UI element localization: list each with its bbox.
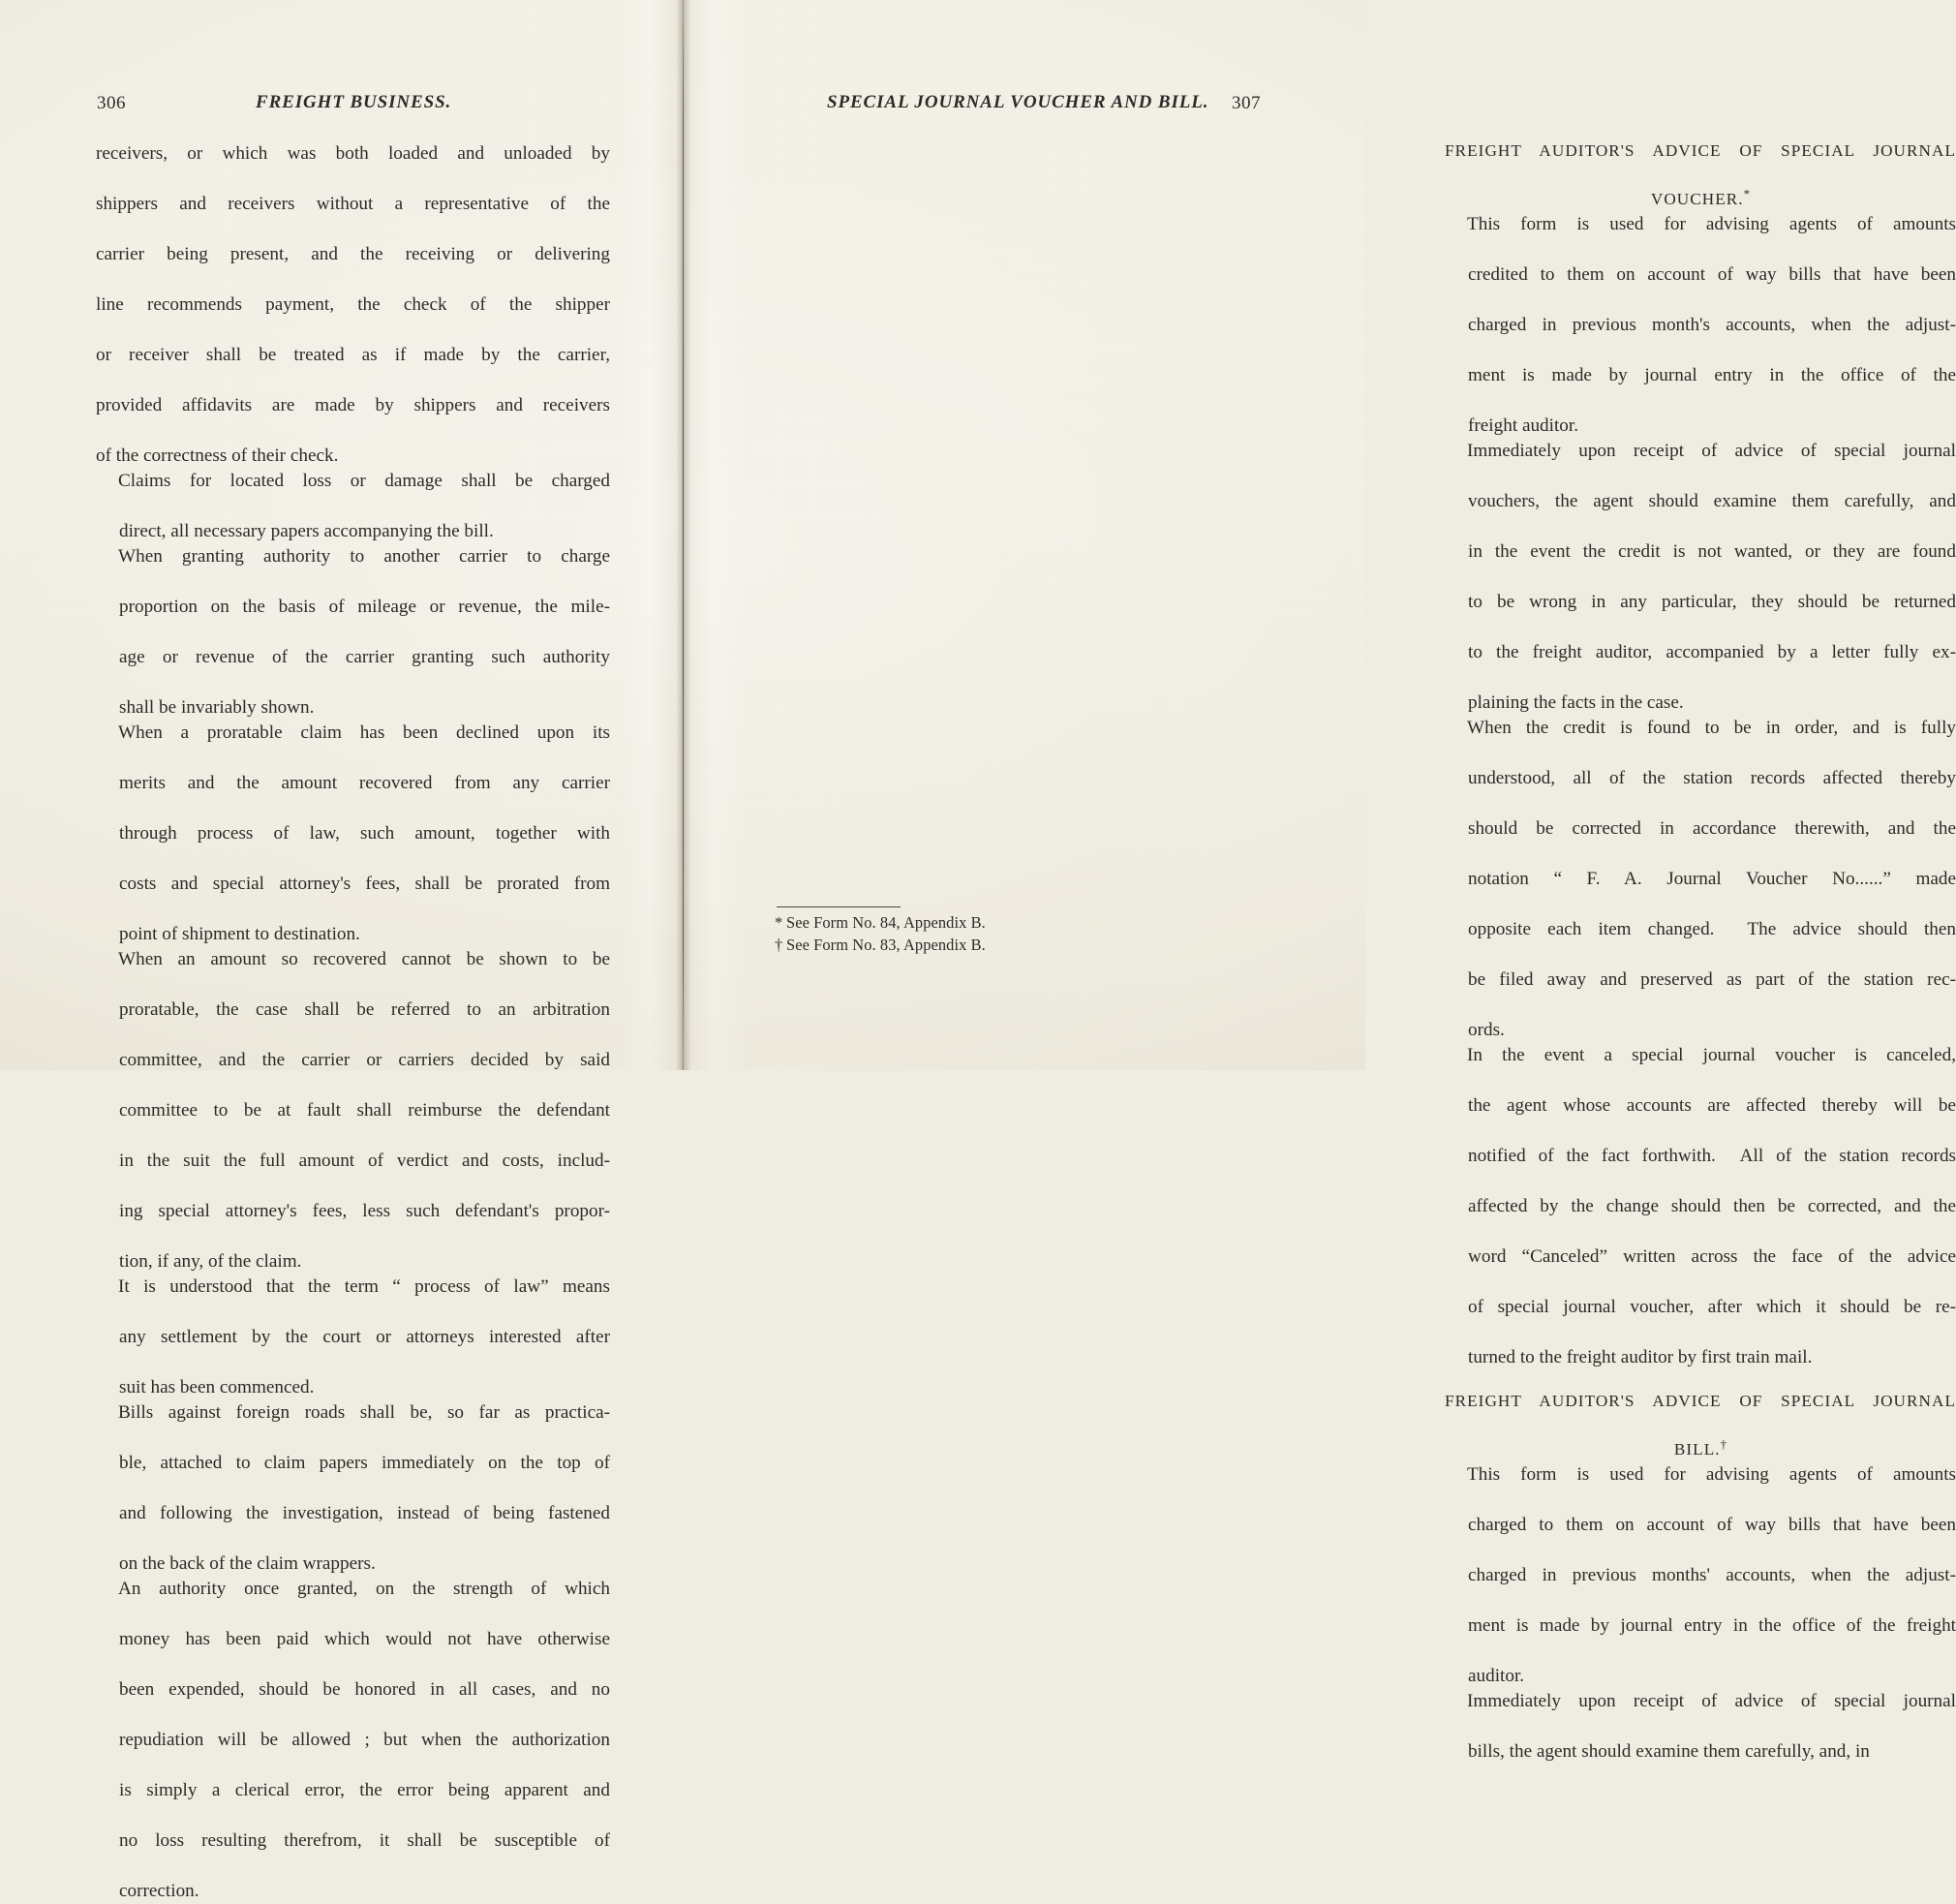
- paragraph: [96, 721, 610, 947]
- paragraph: [96, 469, 610, 544]
- right-page-number: 307: [1232, 93, 1261, 113]
- text-line: plaining the facts in the case.: [1468, 692, 1684, 713]
- right-running-title: SPECIAL JOURNAL VOUCHER AND BILL.: [827, 92, 1209, 112]
- text-line: understood, all of the station records affected thereby: [1468, 768, 1956, 788]
- footnote-text: See Form No. 83, Appendix B.: [786, 935, 986, 954]
- text-line: any settlement by the court or attorneys interested after: [119, 1327, 610, 1347]
- text-line: word “Canceled” written across the face of the advice: [1468, 1246, 1956, 1267]
- text-line: of special journal voucher, after which it should be re-: [1468, 1297, 1956, 1317]
- paragraph: [1445, 1043, 1956, 1370]
- section-heading-bill: [1445, 1389, 1956, 1461]
- text-line: Bills against foreign roads shall be, so far as practica-: [118, 1402, 610, 1423]
- text-line: ment is made by journal entry in the office of the: [1468, 365, 1956, 385]
- text-line: notified of the fact forthwith. All of the station records: [1468, 1146, 1956, 1166]
- footnote-marker-dagger: †: [1720, 1436, 1727, 1452]
- text-line: committee, and the carrier or carriers decided by said: [119, 1050, 610, 1070]
- footnote-rule: [777, 906, 901, 907]
- text-line: and following the investigation, instead of being fastened: [119, 1503, 610, 1523]
- paragraph: [96, 1274, 610, 1400]
- left-page-number: 306: [97, 93, 126, 113]
- text-line: bills, the agent should examine them carefully, and, in: [1468, 1741, 1870, 1762]
- text-line: This form is used for advising agents of amounts: [1467, 214, 1956, 234]
- right-text-column: [1445, 138, 1956, 1765]
- text-line: ords.: [1468, 1020, 1505, 1040]
- text-line: merits and the amount recovered from any carrier: [119, 773, 610, 793]
- text-line: In the event a special journal voucher is canceled,: [1467, 1045, 1956, 1065]
- text-line: proratable, the case shall be referred to an arbitration: [119, 999, 610, 1020]
- text-line: freight auditor.: [1468, 415, 1579, 436]
- text-line: committee to be at fault shall reimburse the defendant: [119, 1100, 610, 1121]
- section-heading-line-2: [1445, 187, 1956, 211]
- text-line: should be corrected in accordance therewith, and the: [1468, 818, 1956, 839]
- text-line: to the freight auditor, accompanied by a letter fully ex-: [1468, 642, 1956, 662]
- paragraph: [1445, 1689, 1956, 1765]
- text-line: costs and special attorney's fees, shall be prorated from: [119, 874, 610, 894]
- paragraph: [96, 1400, 610, 1577]
- text-line: correction.: [119, 1881, 199, 1901]
- text-line: turned to the freight auditor by first train mail.: [1468, 1347, 1813, 1367]
- text-line: point of shipment to destination.: [119, 924, 360, 944]
- text-line: shippers and receivers without a representative of the: [96, 194, 610, 214]
- text-line: Immediately upon receipt of advice of special journal: [1467, 441, 1956, 461]
- text-line: been expended, should be honored in all cases, and no: [119, 1679, 610, 1700]
- left-page: [0, 0, 684, 1901]
- text-line: in the suit the full amount of verdict and costs, includ-: [119, 1151, 610, 1171]
- section-heading-line-2-text: VOUCHER.: [1650, 190, 1744, 208]
- text-line: repudiation will be allowed ; but when the authorization: [119, 1730, 610, 1750]
- section-heading-line-1: FREIGHT AUDITOR'S ADVICE OF SPECIAL JOURNAL: [1445, 141, 1956, 160]
- paragraph: [96, 141, 610, 469]
- text-line: shall be invariably shown.: [119, 697, 315, 718]
- text-line: An authority once granted, on the strength of which: [118, 1579, 610, 1599]
- section-heading-line-2: [1445, 1437, 1956, 1461]
- text-line: credited to them on account of way bills that have been: [1468, 264, 1956, 285]
- text-line: line recommends payment, the check of the shipper: [96, 294, 610, 315]
- paragraph: [1445, 439, 1956, 716]
- footnote-marker-dagger: †: [775, 935, 783, 954]
- paragraph: [96, 947, 610, 1274]
- text-line: is simply a clerical error, the error being apparent and: [119, 1780, 610, 1800]
- text-line: When granting authority to another carrier to charge: [118, 546, 610, 567]
- left-text-column: [96, 141, 610, 1904]
- right-running-head: [684, 92, 1365, 117]
- text-line: the agent whose accounts are affected thereby will be: [1468, 1095, 1956, 1116]
- section-heading-line-2-text: BILL.: [1673, 1440, 1721, 1459]
- text-line: ble, attached to claim papers immediately on the top of: [119, 1453, 610, 1473]
- text-line: money has been paid which would not have otherwise: [119, 1629, 610, 1649]
- section-heading-line-1: FREIGHT AUDITOR'S ADVICE OF SPECIAL JOURNAL: [1445, 1392, 1956, 1410]
- text-line: Claims for located loss or damage shall be charged: [118, 471, 610, 491]
- text-line: When a proratable claim has been declined upon its: [118, 722, 610, 743]
- footnote-item: [775, 935, 1181, 957]
- text-line: be filed away and preserved as part of the station rec-: [1468, 969, 1956, 990]
- text-line: ing special attorney's fees, less such defendant's propor-: [119, 1201, 610, 1221]
- text-line: notation “ F. A. Journal Voucher No......” made: [1468, 869, 1956, 889]
- text-line: proportion on the basis of mileage or revenue, the mile-: [119, 597, 610, 617]
- text-line: charged in previous month's accounts, when the adjust-: [1468, 315, 1956, 335]
- footnote-marker-asterisk: *: [775, 913, 783, 932]
- text-line: It is understood that the term “ process of law” means: [118, 1276, 610, 1297]
- text-line: direct, all necessary papers accompanying the bill.: [119, 521, 494, 541]
- text-line: in the event the credit is not wanted, or they are found: [1468, 541, 1956, 562]
- text-line: provided affidavits are made by shippers and receivers: [96, 395, 610, 415]
- text-line: suit has been commenced.: [119, 1377, 315, 1397]
- text-line: of the correctness of their check.: [96, 445, 339, 466]
- footnote-block: [775, 906, 1181, 956]
- text-line: no loss resulting therefrom, it shall be susceptible of: [119, 1830, 610, 1851]
- text-line: charged to them on account of way bills that have been: [1468, 1515, 1956, 1535]
- footnote-marker-asterisk: *: [1743, 186, 1751, 201]
- text-line: carrier being present, and the receiving or delivering: [96, 244, 610, 264]
- paragraph: [1445, 212, 1956, 439]
- footnote-text: See Form No. 84, Appendix B.: [786, 913, 986, 932]
- text-line: on the back of the claim wrappers.: [119, 1553, 376, 1574]
- text-line: or receiver shall be treated as if made by the carrier,: [96, 345, 610, 365]
- text-line: This form is used for advising agents of amounts: [1467, 1464, 1956, 1485]
- text-line: Immediately upon receipt of advice of special journal: [1467, 1691, 1956, 1711]
- paragraph: [1445, 1462, 1956, 1689]
- section-heading-voucher: [1445, 138, 1956, 211]
- text-line: to be wrong in any particular, they should be returned: [1468, 592, 1956, 612]
- right-page: [684, 0, 1956, 1762]
- text-line: auditor.: [1468, 1666, 1525, 1686]
- text-line: through process of law, such amount, together with: [119, 823, 610, 844]
- text-line: age or revenue of the carrier granting such authority: [119, 647, 610, 667]
- text-line: When an amount so recovered cannot be shown to be: [118, 949, 610, 969]
- text-line: ment is made by journal entry in the office of the freight: [1468, 1615, 1956, 1636]
- text-line: When the credit is found to be in order, and is fully: [1467, 718, 1956, 738]
- text-line: affected by the change should then be corrected, and the: [1468, 1196, 1956, 1216]
- text-line: tion, if any, of the claim.: [119, 1251, 302, 1272]
- left-running-head: [0, 92, 684, 117]
- text-line: vouchers, the agent should examine them carefully, and: [1468, 491, 1956, 511]
- text-line: charged in previous months' accounts, when the adjust-: [1468, 1565, 1956, 1585]
- footnote-item: [775, 912, 1181, 935]
- text-line: receivers, or which was both loaded and unloaded by: [96, 143, 610, 164]
- paragraph: [96, 544, 610, 721]
- text-line: opposite each item changed. The advice should then: [1468, 919, 1956, 939]
- paragraph: [1445, 716, 1956, 1043]
- paragraph: [96, 1577, 610, 1904]
- left-running-title: FREIGHT BUSINESS.: [256, 92, 452, 112]
